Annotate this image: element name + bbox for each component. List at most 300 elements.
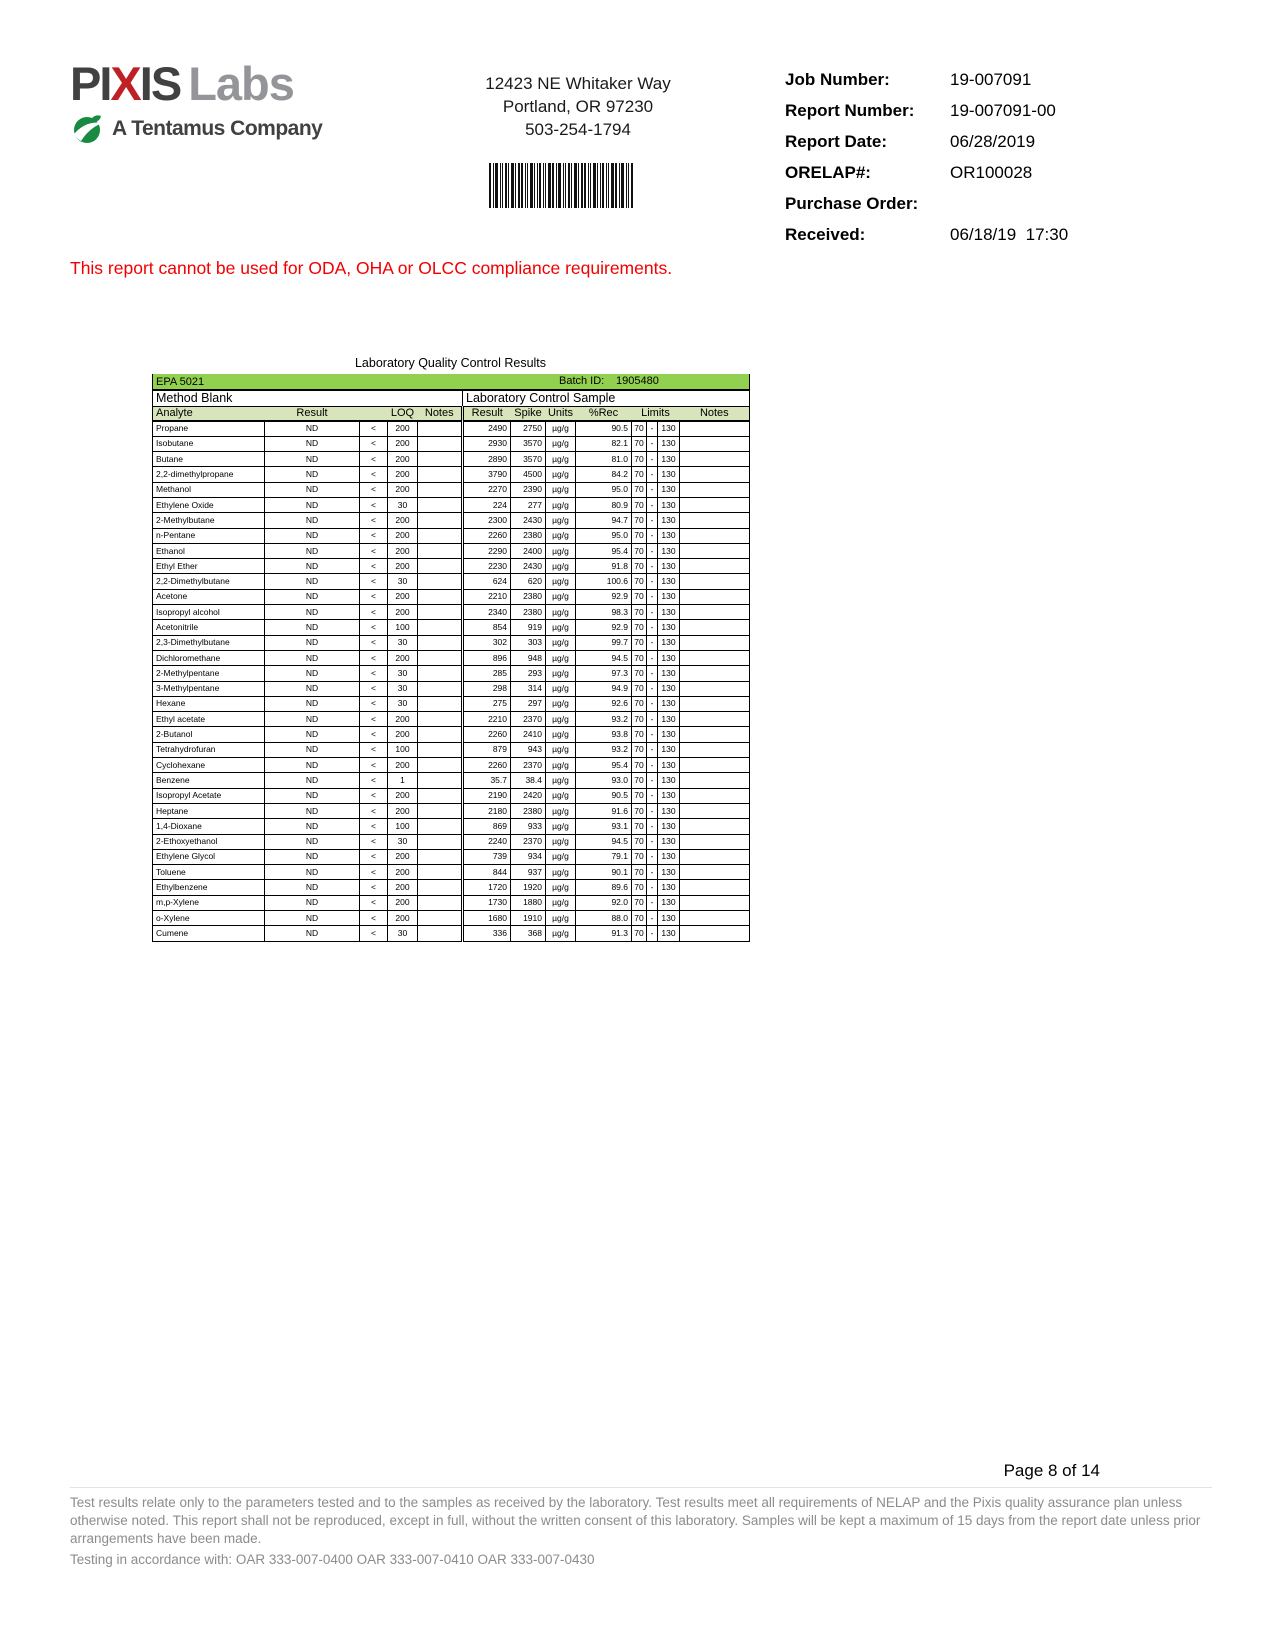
analyte-cell: 2,2-dimethylpropane [153, 467, 265, 482]
qc-table-row [153, 436, 750, 451]
lcs-rec-cell: 97.3 [576, 666, 632, 681]
mb-notes-cell [418, 681, 463, 696]
limit-high-cell: 130 [658, 513, 680, 528]
mb-notes-cell [418, 666, 463, 681]
qc-table-row [153, 650, 750, 665]
method-name: EPA 5021 [156, 375, 205, 388]
analyte-cell: 2,3-Dimethylbutane [153, 635, 265, 650]
barcode-bar [511, 163, 514, 208]
lcs-result-cell: 869 [463, 819, 511, 834]
lcs-notes-cell [680, 758, 750, 773]
limit-dash-cell: - [647, 436, 658, 451]
compliance-disclaimer: This report cannot be used for ODA, OHA or OLCC compliance requirements. [70, 258, 673, 278]
lcs-rec-cell: 92.9 [576, 589, 632, 604]
barcode-bar [619, 163, 620, 208]
analyte-cell: Ethanol [153, 543, 265, 558]
limit-high-cell: 130 [658, 819, 680, 834]
lcs-spike-cell: 620 [511, 574, 546, 589]
limit-dash-cell: - [647, 712, 658, 727]
lcs-spike-cell: 2380 [511, 605, 546, 620]
col-header-units: Units [546, 406, 576, 421]
mb-result-cell: ND [265, 788, 360, 803]
limit-dash-cell: - [647, 773, 658, 788]
mb-sign-cell: < [360, 436, 388, 451]
mb-result-cell: ND [265, 696, 360, 711]
analyte-cell: Benzene [153, 773, 265, 788]
barcode-bar [525, 163, 526, 208]
limit-dash-cell: - [647, 758, 658, 773]
limit-high-cell: 130 [658, 712, 680, 727]
lcs-spike-cell: 2420 [511, 788, 546, 803]
lcs-rec-cell: 94.5 [576, 650, 632, 665]
limit-low-cell: 70 [632, 773, 647, 788]
mb-loq-cell: 30 [388, 834, 418, 849]
mb-loq-cell: 200 [388, 467, 418, 482]
lcs-notes-cell [680, 712, 750, 727]
lcs-units-cell: µg/g [546, 849, 576, 864]
lcs-rec-cell: 93.8 [576, 727, 632, 742]
barcode-bar [527, 163, 528, 208]
barcode-bar [574, 163, 577, 208]
limit-high-cell: 130 [658, 497, 680, 512]
mb-notes-cell [418, 834, 463, 849]
lcs-spike-cell: 948 [511, 650, 546, 665]
mb-result-cell: ND [265, 650, 360, 665]
barcode-bar [565, 163, 566, 208]
barcode-bar [563, 163, 564, 208]
limit-high-cell: 130 [658, 559, 680, 574]
lcs-spike-cell: 3570 [511, 436, 546, 451]
mb-result-cell: ND [265, 421, 360, 436]
limit-low-cell: 70 [632, 605, 647, 620]
lcs-spike-cell: 937 [511, 865, 546, 880]
limit-low-cell: 70 [632, 849, 647, 864]
limit-low-cell: 70 [632, 467, 647, 482]
lcs-result-cell: 224 [463, 497, 511, 512]
mb-sign-cell: < [360, 482, 388, 497]
mb-result-cell: ND [265, 605, 360, 620]
lcs-result-cell: 2210 [463, 712, 511, 727]
lcs-spike-cell: 368 [511, 926, 546, 941]
mb-loq-cell: 200 [388, 513, 418, 528]
lcs-spike-cell: 2410 [511, 727, 546, 742]
lcs-result-cell: 1720 [463, 880, 511, 895]
lcs-notes-cell [680, 742, 750, 757]
limit-high-cell: 130 [658, 467, 680, 482]
logo-tagline-row [72, 113, 322, 145]
analyte-cell: Cumene [153, 926, 265, 941]
limit-dash-cell: - [647, 467, 658, 482]
lcs-result-cell: 35.7 [463, 773, 511, 788]
qc-table-row [153, 467, 750, 482]
mb-sign-cell: < [360, 559, 388, 574]
mb-result-cell: ND [265, 758, 360, 773]
limit-high-cell: 130 [658, 681, 680, 696]
analyte-cell: Ethylene Oxide [153, 497, 265, 512]
mb-sign-cell: < [360, 727, 388, 742]
limit-low-cell: 70 [632, 742, 647, 757]
info-value [950, 194, 1215, 214]
mb-sign-cell: < [360, 497, 388, 512]
lcs-notes-cell [680, 436, 750, 451]
barcode-bar [530, 163, 533, 208]
lcs-spike-cell: 38.4 [511, 773, 546, 788]
lcs-units-cell: µg/g [546, 666, 576, 681]
limit-low-cell: 70 [632, 880, 647, 895]
analyte-cell: Isobutane [153, 436, 265, 451]
lcs-notes-cell [680, 849, 750, 864]
lcs-spike-cell: 2370 [511, 712, 546, 727]
mb-notes-cell [418, 543, 463, 558]
mb-notes-cell [418, 497, 463, 512]
mb-loq-cell: 1 [388, 773, 418, 788]
qc-table-row [153, 834, 750, 849]
mb-notes-cell [418, 803, 463, 818]
lcs-rec-cell: 94.9 [576, 681, 632, 696]
lcs-result-cell: 275 [463, 696, 511, 711]
lcs-result-cell: 336 [463, 926, 511, 941]
barcode-bar [556, 163, 557, 208]
lcs-rec-cell: 93.2 [576, 712, 632, 727]
lcs-result-cell: 2930 [463, 436, 511, 451]
mb-result-cell: ND [265, 880, 360, 895]
mb-sign-cell: < [360, 635, 388, 650]
address-line1: 12423 NE Whitaker Way [485, 74, 671, 93]
analyte-cell: 1,4-Dioxane [153, 819, 265, 834]
analyte-cell: Butane [153, 452, 265, 467]
limit-high-cell: 130 [658, 436, 680, 451]
lcs-notes-cell [680, 865, 750, 880]
mb-result-cell: ND [265, 819, 360, 834]
lcs-notes-cell [680, 911, 750, 926]
lcs-result-cell: 2240 [463, 834, 511, 849]
qc-table-row [153, 758, 750, 773]
limit-low-cell: 70 [632, 543, 647, 558]
lcs-rec-cell: 100.6 [576, 574, 632, 589]
lcs-result-cell: 896 [463, 650, 511, 665]
mb-sign-cell: < [360, 788, 388, 803]
limit-dash-cell: - [647, 543, 658, 558]
qc-table-row [153, 926, 750, 941]
analyte-cell: Ethyl Ether [153, 559, 265, 574]
lcs-units-cell: µg/g [546, 605, 576, 620]
limit-high-cell: 130 [658, 650, 680, 665]
limit-high-cell: 130 [658, 803, 680, 818]
limit-low-cell: 70 [632, 650, 647, 665]
limit-low-cell: 70 [632, 712, 647, 727]
qc-table-row [153, 712, 750, 727]
lcs-result-cell: 2890 [463, 452, 511, 467]
limit-low-cell: 70 [632, 482, 647, 497]
mb-sign-cell: < [360, 528, 388, 543]
page-number: Page 8 of 14 [1003, 1461, 1100, 1480]
address-line2: Portland, OR 97230 [502, 97, 654, 116]
batch-id-value: 1905480 [616, 375, 659, 387]
mb-sign-cell: < [360, 467, 388, 482]
qc-table-row [153, 803, 750, 818]
analyte-cell: 2-Ethoxyethanol [153, 834, 265, 849]
mb-result-cell: ND [265, 543, 360, 558]
lcs-rec-cell: 79.1 [576, 849, 632, 864]
limit-dash-cell: - [647, 589, 658, 604]
mb-loq-cell: 200 [388, 436, 418, 451]
logo-text-x: X [110, 57, 140, 110]
lcs-rec-cell: 90.5 [576, 788, 632, 803]
mb-loq-cell: 200 [388, 788, 418, 803]
limit-high-cell: 130 [658, 421, 680, 436]
lcs-rec-cell: 92.9 [576, 620, 632, 635]
lcs-notes-cell [680, 497, 750, 512]
lcs-units-cell: µg/g [546, 452, 576, 467]
lcs-result-cell: 1680 [463, 911, 511, 926]
lcs-units-cell: µg/g [546, 421, 576, 436]
barcode-bar [552, 163, 554, 208]
lcs-spike-cell: 293 [511, 666, 546, 681]
limit-high-cell: 130 [658, 911, 680, 926]
qc-table-row [153, 497, 750, 512]
limit-low-cell: 70 [632, 926, 647, 941]
lcs-notes-cell [680, 605, 750, 620]
limit-dash-cell: - [647, 895, 658, 910]
lcs-spike-cell: 2430 [511, 559, 546, 574]
limit-dash-cell: - [647, 421, 658, 436]
method-batch-bar [153, 374, 750, 390]
mb-notes-cell [418, 895, 463, 910]
qc-table-row [153, 696, 750, 711]
info-label: Received: [785, 225, 866, 244]
barcode-bar [631, 163, 633, 208]
lcs-notes-cell [680, 482, 750, 497]
qc-table-row [153, 742, 750, 757]
info-label: ORELAP#: [785, 163, 871, 182]
analyte-cell: Isopropyl alcohol [153, 605, 265, 620]
col-header-loq: LOQ [388, 406, 418, 421]
mb-result-cell: ND [265, 589, 360, 604]
qc-table-row [153, 543, 750, 558]
logo-text-labs: Labs [188, 57, 294, 110]
qc-table-row [153, 452, 750, 467]
limit-dash-cell: - [647, 528, 658, 543]
mb-result-cell: ND [265, 681, 360, 696]
lcs-spike-cell: 303 [511, 635, 546, 650]
lcs-result-cell: 624 [463, 574, 511, 589]
mb-sign-cell: < [360, 620, 388, 635]
lcs-result-cell: 2290 [463, 543, 511, 558]
limit-dash-cell: - [647, 911, 658, 926]
lcs-rec-cell: 99.7 [576, 635, 632, 650]
mb-loq-cell: 200 [388, 589, 418, 604]
lcs-result-cell: 2260 [463, 528, 511, 543]
mb-loq-cell: 30 [388, 635, 418, 650]
mb-loq-cell: 200 [388, 543, 418, 558]
lcs-notes-cell [680, 819, 750, 834]
lcs-spike-cell: 2430 [511, 513, 546, 528]
qc-table-row [153, 574, 750, 589]
limit-dash-cell: - [647, 497, 658, 512]
limit-dash-cell: - [647, 482, 658, 497]
analyte-cell: 3-Methylpentane [153, 681, 265, 696]
limit-dash-cell: - [647, 865, 658, 880]
limit-high-cell: 130 [658, 635, 680, 650]
mb-result-cell: ND [265, 911, 360, 926]
barcode-bar [508, 163, 509, 208]
qc-table-row [153, 559, 750, 574]
lcs-notes-cell [680, 834, 750, 849]
lcs-units-cell: µg/g [546, 482, 576, 497]
lcs-result-cell: 844 [463, 865, 511, 880]
limit-high-cell: 130 [658, 452, 680, 467]
analyte-cell: Propane [153, 421, 265, 436]
barcode-bar [543, 163, 544, 208]
lcs-result-cell: 879 [463, 742, 511, 757]
lcs-units-cell: µg/g [546, 742, 576, 757]
mb-result-cell: ND [265, 712, 360, 727]
limit-dash-cell: - [647, 834, 658, 849]
lcs-units-cell: µg/g [546, 911, 576, 926]
lcs-spike-cell: 2380 [511, 528, 546, 543]
limit-low-cell: 70 [632, 497, 647, 512]
qc-table-row [153, 635, 750, 650]
mb-result-cell: ND [265, 803, 360, 818]
mb-loq-cell: 200 [388, 482, 418, 497]
analyte-cell: Acetonitrile [153, 620, 265, 635]
col-header-spacer [360, 406, 388, 421]
lcs-units-cell: µg/g [546, 559, 576, 574]
lcs-result-cell: 302 [463, 635, 511, 650]
lcs-units-cell: µg/g [546, 819, 576, 834]
mb-sign-cell: < [360, 895, 388, 910]
lcs-rec-cell: 93.1 [576, 819, 632, 834]
mb-result-cell: ND [265, 849, 360, 864]
limit-high-cell: 130 [658, 543, 680, 558]
mb-notes-cell [418, 926, 463, 941]
mb-result-cell: ND [265, 865, 360, 880]
lcs-notes-cell [680, 528, 750, 543]
qc-table-row [153, 620, 750, 635]
lcs-rec-cell: 94.7 [576, 513, 632, 528]
mb-sign-cell: < [360, 513, 388, 528]
lcs-result-cell: 2340 [463, 605, 511, 620]
lcs-units-cell: µg/g [546, 865, 576, 880]
lcs-rec-cell: 95.0 [576, 528, 632, 543]
lcs-units-cell: µg/g [546, 543, 576, 558]
limit-high-cell: 130 [658, 605, 680, 620]
lcs-notes-cell [680, 681, 750, 696]
barcode-bar [593, 163, 596, 208]
analyte-cell: Cyclohexane [153, 758, 265, 773]
barcode-bar [534, 163, 535, 208]
col-header-spike: Spike [511, 406, 546, 421]
limit-dash-cell: - [647, 452, 658, 467]
mb-notes-cell [418, 650, 463, 665]
mb-loq-cell: 30 [388, 926, 418, 941]
barcode-bar [588, 163, 589, 208]
lcs-notes-cell [680, 803, 750, 818]
mb-result-cell: ND [265, 666, 360, 681]
analyte-cell: Dichloromethane [153, 650, 265, 665]
mb-loq-cell: 200 [388, 605, 418, 620]
qc-table-row [153, 589, 750, 604]
barcode-bar [545, 163, 546, 208]
info-label: Purchase Order: [785, 194, 919, 213]
limit-dash-cell: - [647, 513, 658, 528]
lcs-notes-cell [680, 666, 750, 681]
mb-notes-cell [418, 849, 463, 864]
analyte-cell: Ethyl acetate [153, 712, 265, 727]
lcs-rec-cell: 93.0 [576, 773, 632, 788]
limit-dash-cell: - [647, 620, 658, 635]
mb-notes-cell [418, 635, 463, 650]
lcs-units-cell: µg/g [546, 788, 576, 803]
qc-table-row [153, 819, 750, 834]
limit-low-cell: 70 [632, 559, 647, 574]
lcs-spike-cell: 4500 [511, 467, 546, 482]
limit-dash-cell: - [647, 803, 658, 818]
mb-result-cell: ND [265, 773, 360, 788]
mb-notes-cell [418, 620, 463, 635]
lcs-units-cell: µg/g [546, 436, 576, 451]
qc-table-row [153, 865, 750, 880]
mb-result-cell: ND [265, 574, 360, 589]
col-header-analyte: Analyte [153, 406, 265, 421]
barcode-bar [515, 163, 516, 208]
analyte-cell: n-Pentane [153, 528, 265, 543]
footer-disclaimer: Test results relate only to the parameters tested and to the samples as received by the laboratory. Test results meet all requirements of NELAP and the Pixis quality assurance plan unless otherwise noted. This report shall not be reproduced, except in full, without the written consent of this laboratory. Samples will be kept a maximum of 15 days from the report date unless prior arrangements have been made. [70, 1487, 1212, 1548]
limit-low-cell: 70 [632, 528, 647, 543]
analyte-cell: Methanol [153, 482, 265, 497]
lcs-notes-cell [680, 880, 750, 895]
limit-dash-cell: - [647, 559, 658, 574]
mb-notes-cell [418, 742, 463, 757]
mb-sign-cell: < [360, 696, 388, 711]
mb-sign-cell: < [360, 452, 388, 467]
mb-notes-cell [418, 773, 463, 788]
lcs-units-cell: µg/g [546, 758, 576, 773]
analyte-cell: Heptane [153, 803, 265, 818]
qc-table-row [153, 482, 750, 497]
lcs-rec-cell: 91.3 [576, 926, 632, 941]
report-info [785, 70, 1215, 245]
col-header-limits: Limits [632, 406, 680, 421]
lcs-rec-cell: 95.0 [576, 482, 632, 497]
qc-table-row [153, 528, 750, 543]
mb-result-cell: ND [265, 559, 360, 574]
mb-loq-cell: 100 [388, 620, 418, 635]
limit-high-cell: 130 [658, 589, 680, 604]
barcode-bar [548, 163, 551, 208]
lcs-units-cell: µg/g [546, 650, 576, 665]
mb-sign-cell: < [360, 543, 388, 558]
barcode-bar [502, 163, 503, 208]
lcs-units-cell: µg/g [546, 895, 576, 910]
lcs-result-cell: 2270 [463, 482, 511, 497]
mb-notes-cell [418, 758, 463, 773]
limit-low-cell: 70 [632, 635, 647, 650]
barcode-bar [518, 163, 520, 208]
lcs-result-cell: 1730 [463, 895, 511, 910]
mb-notes-cell [418, 467, 463, 482]
qc-table-row [153, 895, 750, 910]
barcode-bar [495, 163, 498, 208]
section-lcs: Laboratory Control Sample [463, 390, 750, 406]
limit-high-cell: 130 [658, 849, 680, 864]
mb-notes-cell [418, 880, 463, 895]
lcs-notes-cell [680, 788, 750, 803]
lcs-notes-cell [680, 559, 750, 574]
mb-loq-cell: 30 [388, 497, 418, 512]
limit-low-cell: 70 [632, 574, 647, 589]
mb-notes-cell [418, 788, 463, 803]
